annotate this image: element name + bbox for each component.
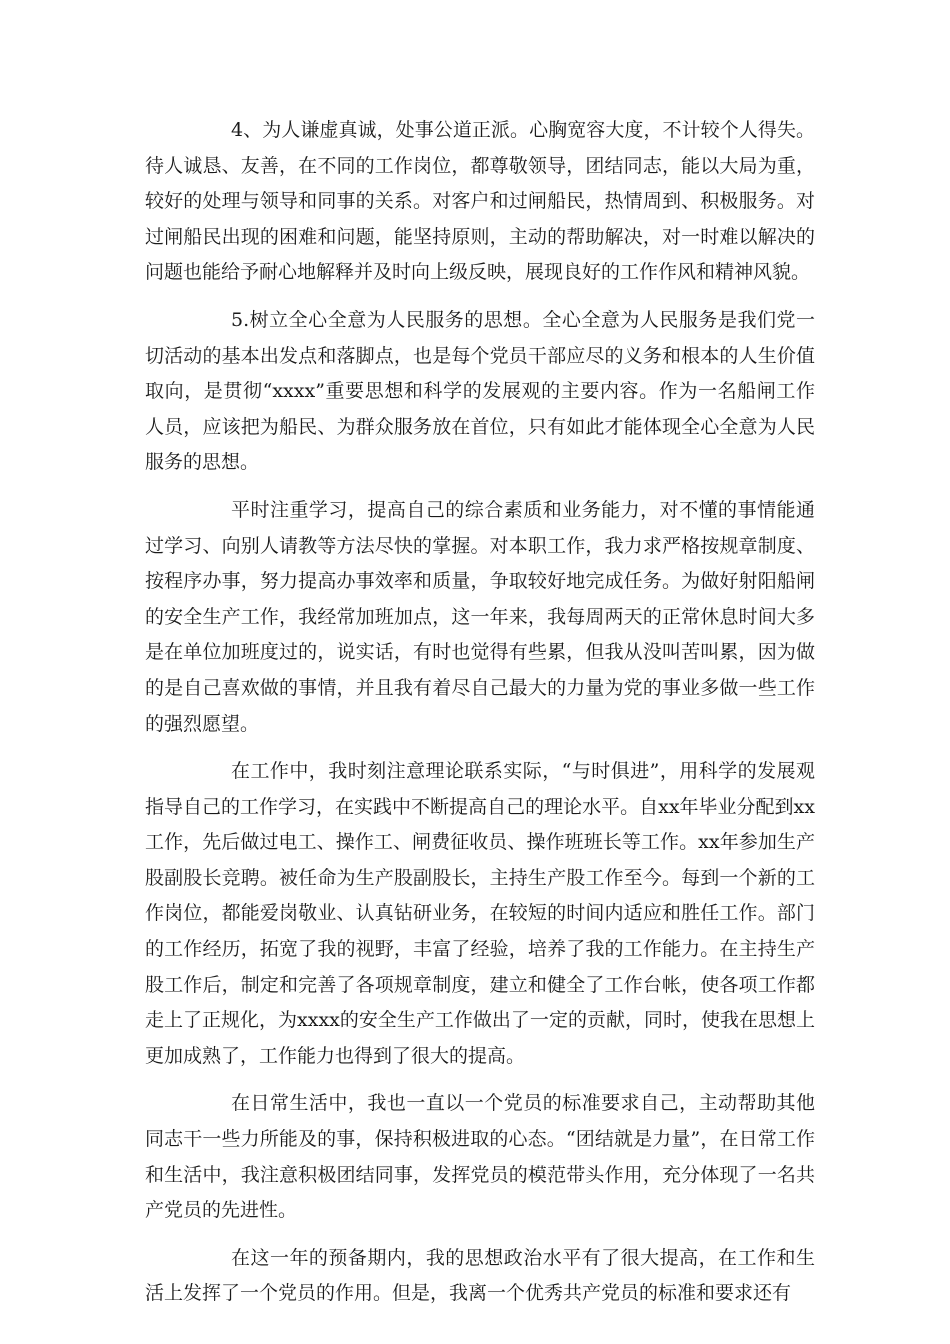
document-body [145, 113, 815, 1324]
paragraph-point-4: 4、为人谦虚真诚，处事公道正派。心胸宽容大度，不计较个人得失。待人诚恳、友善，在不同的工作岗位，都尊敬领导，团结同志，能以大局为重，较好的处理与领导和同事的关系。对客户和过闸船民，热情周到、积极服务。对过闸船民出现的困难和问题，能坚持原则，主动的帮助解决，对一时难以解决的问题也能给予耐心地解释并及时向上级反映，展现良好的工作作风和精神风貌。 [145, 119, 815, 284]
paragraph-study: 平时注重学习，提高自己的综合素质和业务能力，对不懂的事情能通过学习、向别人请教等方法尽快的掌握。对本职工作，我力求严格按规章制度、按程序办事，努力提高办事效率和质量，争取较好地完成任务。为做好射阳船闸的安全生产工作，我经常加班加点，这一年来，我每周两天的正常休息时间大多是在单位加班度过的，说实话，有时也觉得有些累，但我从没叫苦叫累，因为做的是自己喜欢做的事情，并且我有着尽自己最大的力量为党的事业多做一些工作的强烈愿望。 [145, 498, 815, 735]
paragraph-daily-life: 在日常生活中，我也一直以一个党员的标准要求自己，主动帮助其他同志干一些力所能及的事，保持积极进取的心态。“团结就是力量”，在日常工作和生活中，我注意积极团结同事，发挥党员的模范带头作用，充分体现了一名共产党员的先进性。 [145, 1092, 815, 1222]
paragraph-work: 在工作中，我时刻注意理论联系实际，“与时俱进”，用科学的发展观指导自己的工作学习，在实践中不断提高自己的理论水平。自xx年毕业分配到xx工作，先后做过电工、操作工、闸费征收员、操作班班长等工作。xx年参加生产股副股长竞聘。被任命为生产股副股长，主持生产股工作至今。每到一个新的工作岗位，都能爱岗敬业、认真钻研业务，在较短的时间内适应和胜任工作。部门的工作经历，拓宽了我的视野，丰富了经验，培养了我的工作能力。在主持生产股工作后，制定和完善了各项规章制度，建立和健全了工作台帐，使各项工作都走上了正规化，为xxxx的安全生产工作做出了一定的贡献，同时，使我在思想上更加成熟了，工作能力也得到了很大的提高。 [145, 760, 815, 1067]
paragraph-point-5: 5.树立全心全意为人民服务的思想。全心全意为人民服务是我们党一切活动的基本出发点和落脚点，也是每个党员干部应尽的义务和根本的人生价值取向，是贯彻“xxxx”重要思想和科学的发展观的主要内容。作为一名船闸工作人员，应该把为船民、为群众服务放在首位，只有如此才能体现全心全意为人民服务的思想。 [145, 308, 815, 474]
paragraph-probation: 在这一年的预备期内，我的思想政治水平有了很大提高，在工作和生活上发挥了一个党员的作用。但是，我离一个优秀共产党员的标准和要求还有 [145, 1246, 815, 1305]
